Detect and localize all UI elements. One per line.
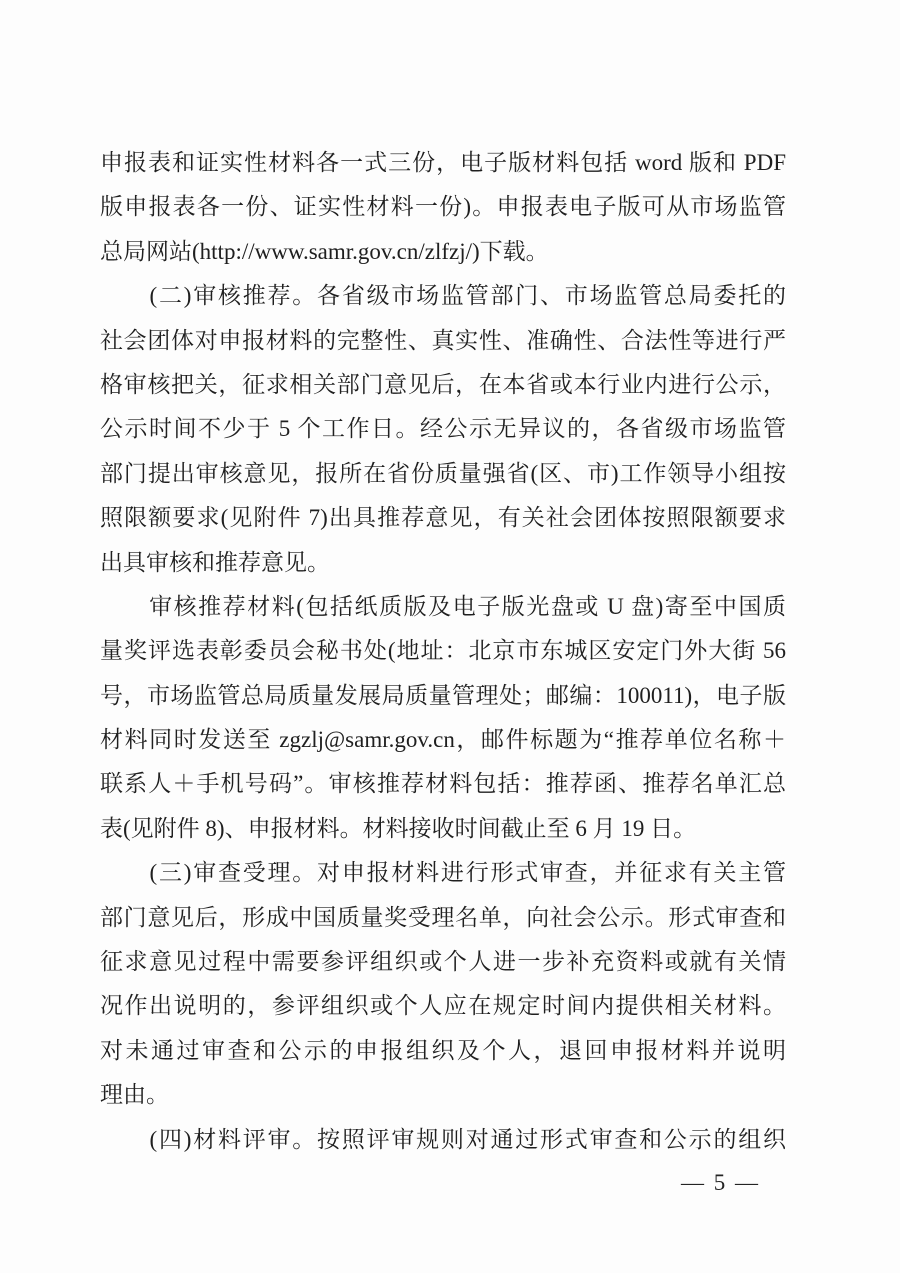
text-line: (三)审查受理。对申报材料进行形式审查，并征求有关主管 xyxy=(100,860,786,886)
text-line: 版申报表各一份、证实性材料一份)。申报表电子版可从市场监管 xyxy=(100,194,786,220)
text-line: 部门意见后，形成中国质量奖受理名单，向社会公示。形式审查和 xyxy=(100,904,786,930)
text-line: 照限额要求(见附件 7)出具推荐意见，有关社会团体按照限额要求 xyxy=(100,505,786,531)
text-line: 量奖评选表彰委员会秘书处(地址：北京市东城区安定门外大街 56 xyxy=(100,638,786,664)
text-line: 公示时间不少于 5 个工作日。经公示无异议的，各省级市场监管 xyxy=(100,416,786,442)
text-line: 申报表和证实性材料各一式三份，电子版材料包括 word 版和 PDF xyxy=(100,150,786,175)
document-text-block xyxy=(100,141,786,1162)
text-line: 出具审核和推荐意见。 xyxy=(100,549,330,575)
text-line: 对未通过审查和公示的申报组织及个人，退回申报材料并说明 xyxy=(100,1037,786,1063)
text-line: 材料同时发送至 zgzlj@samr.gov.cn，邮件标题为“推荐单位名称＋ xyxy=(100,727,786,753)
text-line: 况作出说明的，参评组织或个人应在规定时间内提供相关材料。 xyxy=(100,993,786,1019)
text-line: 征求意见过程中需要参评组织或个人进一步补充资料或就有关情 xyxy=(100,949,786,975)
text-line: 社会团体对申报材料的完整性、真实性、准确性、合法性等进行严 xyxy=(100,327,786,353)
text-line: 号，市场监管总局质量发展局质量管理处；邮编：100011)，电子版 xyxy=(100,682,786,708)
text-line: 总局网站(http://www.samr.gov.cn/zlfzj/)下载。 xyxy=(100,238,549,264)
text-line: 理由。 xyxy=(100,1082,169,1108)
text-line: 表(见附件 8)、申报材料。材料接收时间截止至 6 月 19 日。 xyxy=(100,815,697,841)
text-line: (二)审核推荐。各省级市场监管部门、市场监管总局委托的 xyxy=(100,283,786,309)
text-line: 格审核把关，征求相关部门意见后，在本省或本行业内进行公示， xyxy=(100,371,786,397)
text-line: 部门提出审核意见，报所在省份质量强省(区、市)工作领导小组按 xyxy=(100,460,786,486)
text-line: 联系人＋手机号码”。审核推荐材料包括：推荐函、推荐名单汇总 xyxy=(100,771,786,797)
text-line: 审核推荐材料(包括纸质版及电子版光盘或 U 盘)寄至中国质 xyxy=(100,593,786,619)
text-line: (四)材料评审。按照评审规则对通过形式审查和公示的组织 xyxy=(100,1126,786,1152)
page-number: — 5 — xyxy=(681,1169,760,1195)
